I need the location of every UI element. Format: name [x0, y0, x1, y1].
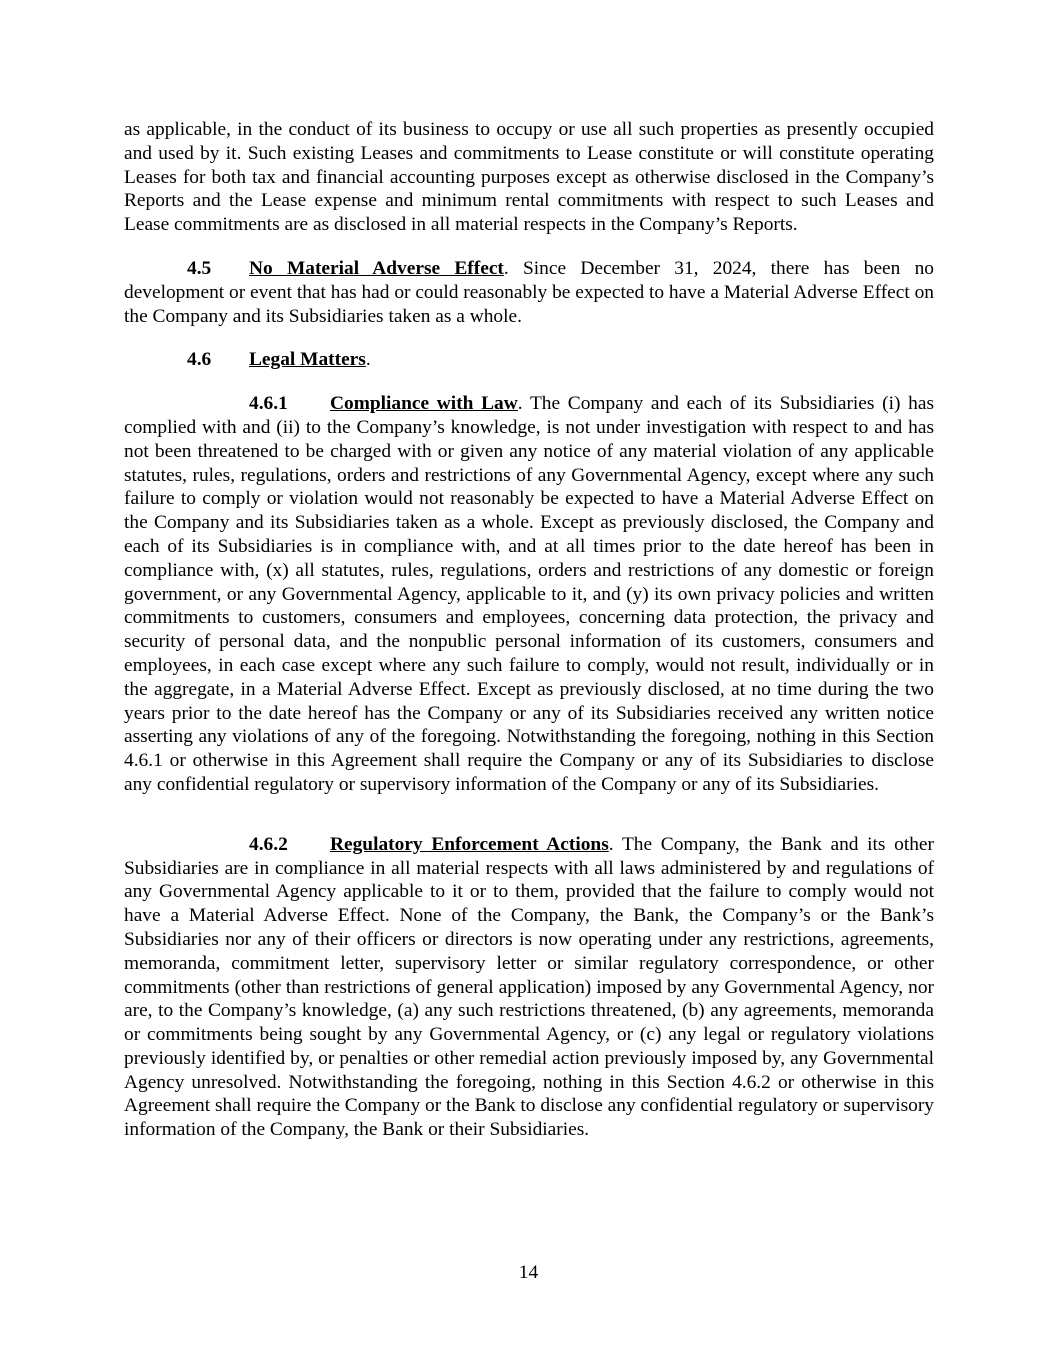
section-4-6-2-number: 4.6.2 — [249, 833, 288, 855]
section-4-6-1-text: . The Company and each of its Subsidiaries (i) has complied with and (ii) to the Company’s knowledge, is not under investigation with respect to and has not been threatened to be charged with or given any notice of any material violation of any applicable statutes, rules, regulations, orders and restrictions of any Governmental Agency, except where any such failure to comply or violation would not reasonably be expected to have a Material Adverse Effect on the Company and its Subsidiaries taken as a whole. Except as previously disclosed, the Company and each of its Subsidiaries is in compliance with, and at all times prior to the date hereof has been in compliance with, (x) all statutes, rules, regulations, orders and restrictions of any domestic or foreign government, or any Governmental Agency, applicable to it, and (y) its own privacy policies and written commitments to customers, consumers and employees, concerning data protection, the privacy and security of personal data, and the nonpublic personal information of its customers, consumers and employees, in each case except where any such failure to comply, would not result, individually or in the aggregate, in a Material Adverse Effect. Except as previously disclosed, at no time during the two years prior to the date hereof has the Company or any of its Subsidiaries received any written notice asserting any violations of any of the foregoing. Notwithstanding the foregoing, nothing in this Section 4.6.1 or otherwise in this Agreement shall require the Company or any of its Subsidiaries to disclose any confidential regulatory or supervisory information of the Company or any of its Subsidiaries. — [124, 393, 935, 795]
section-4-6-paragraph — [124, 348, 934, 372]
section-4-6-1-number: 4.6.1 — [249, 393, 288, 415]
section-4-6-2-text: . The Company, the Bank and its other Subsidiaries are in compliance in all material respects with all laws administered by and regulations of any Governmental Agency applicable to it or to them, provided that the failure to comply would not have a Material Adverse Effect. None of the Company, the Bank, the Company’s or the Bank’s Subsidiaries nor any of their officers or directors is now operating under any restrictions, agreements, memoranda, commitment letter, supervisory letter or similar regulatory correspondence, or other commitments (other than restrictions of general application) imposed by any Governmental Agency, nor are, to the Company’s knowledge, (a) any such restrictions threatened, (b) any agreements, memoranda or commitments being sought by any Governmental Agency, or (c) any legal or regulatory violations previously identified by, or penalties or other remedial action previously imposed by, any Governmental Agency unresolved. Notwithstanding the foregoing, nothing in this Section 4.6.2 or otherwise in this Agreement shall require the Company or the Bank to disclose any confidential regulatory or supervisory information of the Company, the Bank or their Subsidiaries. — [124, 833, 934, 1141]
section-4-5-paragraph — [124, 257, 934, 328]
document-page — [124, 118, 934, 1142]
section-4-6-2-paragraph — [124, 833, 934, 1142]
section-4-6-1-heading: Compliance with Law — [330, 393, 518, 415]
continuation-paragraph: as applicable, in the conduct of its business to occupy or use all such properties as presently occupied and used by it. Such existing Leases and commitments to Lease constitute or will constitute operating Leases for both tax and financial accounting purposes except as otherwise disclosed in the Company’s Reports and the Lease expense and minimum rental commitments with respect to such Leases and Lease commitments are as disclosed in all material respects in the Company’s Reports. — [124, 119, 934, 236]
section-4-6-heading: Legal Matters — [249, 349, 366, 371]
section-4-6-1-paragraph — [124, 392, 934, 797]
section-4-5-number: 4.5 — [187, 257, 212, 279]
section-4-5-heading: No Material Adverse Effect — [249, 257, 504, 279]
section-4-5-text: . Since December 31, 2024, there has been no development or event that has had or could reasonably be expected to have a Material Adverse Effect on the Company and its Subsidiaries taken as a whole. — [124, 257, 934, 327]
section-4-6-2-heading: Regulatory Enforcement Actions — [330, 833, 609, 855]
section-4-6-number: 4.6 — [187, 349, 212, 371]
section-4-6-text: . — [365, 349, 371, 371]
page-number: 14 — [518, 1262, 539, 1283]
